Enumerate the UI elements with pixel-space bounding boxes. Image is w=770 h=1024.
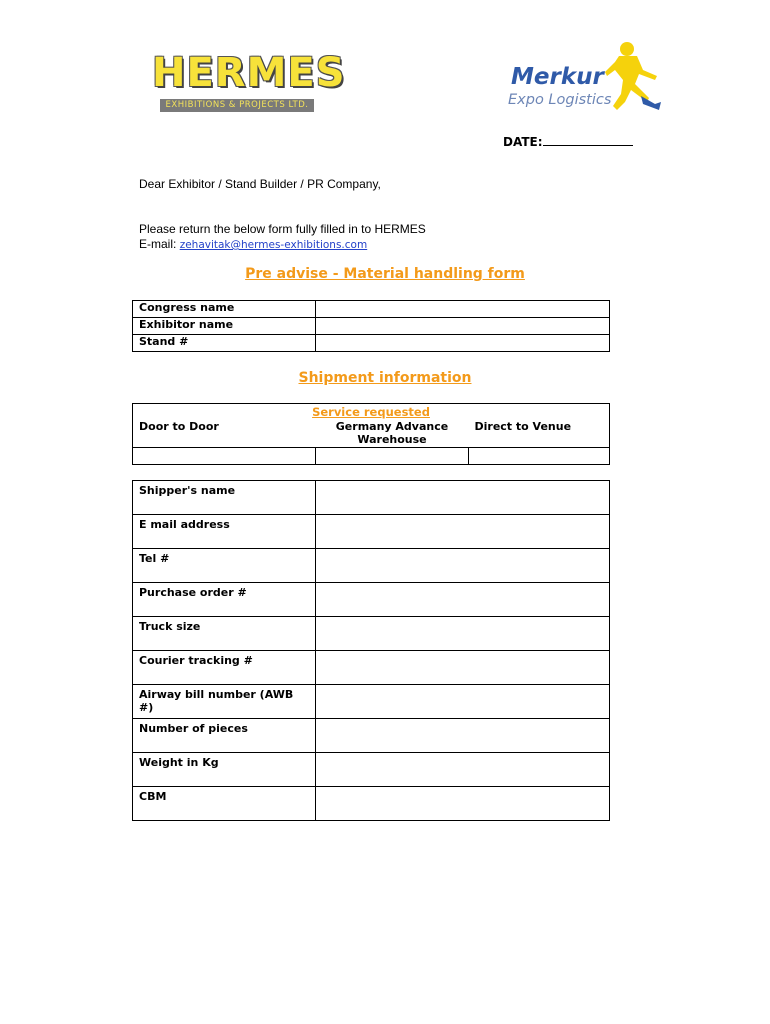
hermes-logo-wordmark: HERMES <box>152 50 346 96</box>
email-line <box>139 237 367 251</box>
tel-label: Tel # <box>133 549 316 583</box>
congress-table <box>132 300 610 352</box>
purchase-order-field[interactable] <box>316 583 610 617</box>
table-row <box>133 318 610 335</box>
table-row <box>133 617 610 651</box>
shipper-table <box>132 480 610 821</box>
number-of-pieces-label: Number of pieces <box>133 719 316 753</box>
congress-name-field[interactable] <box>316 301 610 318</box>
table-row <box>133 549 610 583</box>
instruction-text: Please return the below form fully filled in to HERMES <box>139 222 426 236</box>
email-address-label: E mail address <box>133 515 316 549</box>
merkur-logo-tagline: Expo Logistics <box>508 92 612 108</box>
table-row <box>133 481 610 515</box>
shippers-name-field[interactable] <box>316 481 610 515</box>
service-requested-title: Service requested <box>312 405 430 419</box>
direct-to-venue-field[interactable] <box>469 448 610 465</box>
door-to-door-label: Door to Door <box>133 420 316 448</box>
date-field[interactable] <box>503 134 633 149</box>
service-table <box>132 403 610 465</box>
table-row <box>133 448 610 465</box>
weight-label: Weight in Kg <box>133 753 316 787</box>
stand-label: Stand # <box>133 335 316 352</box>
number-of-pieces-field[interactable] <box>316 719 610 753</box>
email-address-field[interactable] <box>316 515 610 549</box>
truck-size-label: Truck size <box>133 617 316 651</box>
form-title: Pre advise - Material handling form <box>245 266 525 282</box>
runner-figure-icon <box>603 40 663 112</box>
table-row <box>133 787 610 821</box>
awb-field[interactable] <box>316 685 610 719</box>
courier-tracking-field[interactable] <box>316 651 610 685</box>
exhibitor-name-field[interactable] <box>316 318 610 335</box>
table-row <box>133 719 610 753</box>
germany-advance-warehouse-label: Germany Advance Warehouse <box>316 420 469 448</box>
shippers-name-label: Shipper's name <box>133 481 316 515</box>
greeting-text: Dear Exhibitor / Stand Builder / PR Company, <box>139 177 381 191</box>
cbm-label: CBM <box>133 787 316 821</box>
email-link[interactable]: zehavitak@hermes-exhibitions.com <box>179 239 368 251</box>
date-blank-line[interactable] <box>543 134 633 146</box>
table-row <box>133 685 610 719</box>
awb-label: Airway bill number (AWB #) <box>133 685 316 719</box>
merkur-logo <box>505 40 665 115</box>
truck-size-field[interactable] <box>316 617 610 651</box>
exhibitor-name-label: Exhibitor name <box>133 318 316 335</box>
shipment-heading: Shipment information <box>298 370 472 386</box>
table-row <box>133 753 610 787</box>
table-row <box>133 651 610 685</box>
table-row <box>133 404 610 420</box>
purchase-order-label: Purchase order # <box>133 583 316 617</box>
table-row <box>133 301 610 318</box>
table-row <box>133 583 610 617</box>
germany-advance-warehouse-field[interactable] <box>316 448 469 465</box>
door-to-door-field[interactable] <box>133 448 316 465</box>
table-row <box>133 515 610 549</box>
courier-tracking-label: Courier tracking # <box>133 651 316 685</box>
weight-field[interactable] <box>316 753 610 787</box>
congress-name-label: Congress name <box>133 301 316 318</box>
tel-field[interactable] <box>316 549 610 583</box>
cbm-field[interactable] <box>316 787 610 821</box>
merkur-logo-wordmark: Merkur <box>511 64 604 90</box>
hermes-logo-tagline: EXHIBITIONS & PROJECTS LTD. <box>160 99 314 112</box>
hermes-logo <box>152 50 346 114</box>
direct-to-venue-label: Direct to Venue <box>469 420 610 448</box>
stand-field[interactable] <box>316 335 610 352</box>
date-label: DATE: <box>503 135 543 149</box>
email-label: E-mail: <box>139 237 177 251</box>
table-row <box>133 420 610 448</box>
table-row <box>133 335 610 352</box>
